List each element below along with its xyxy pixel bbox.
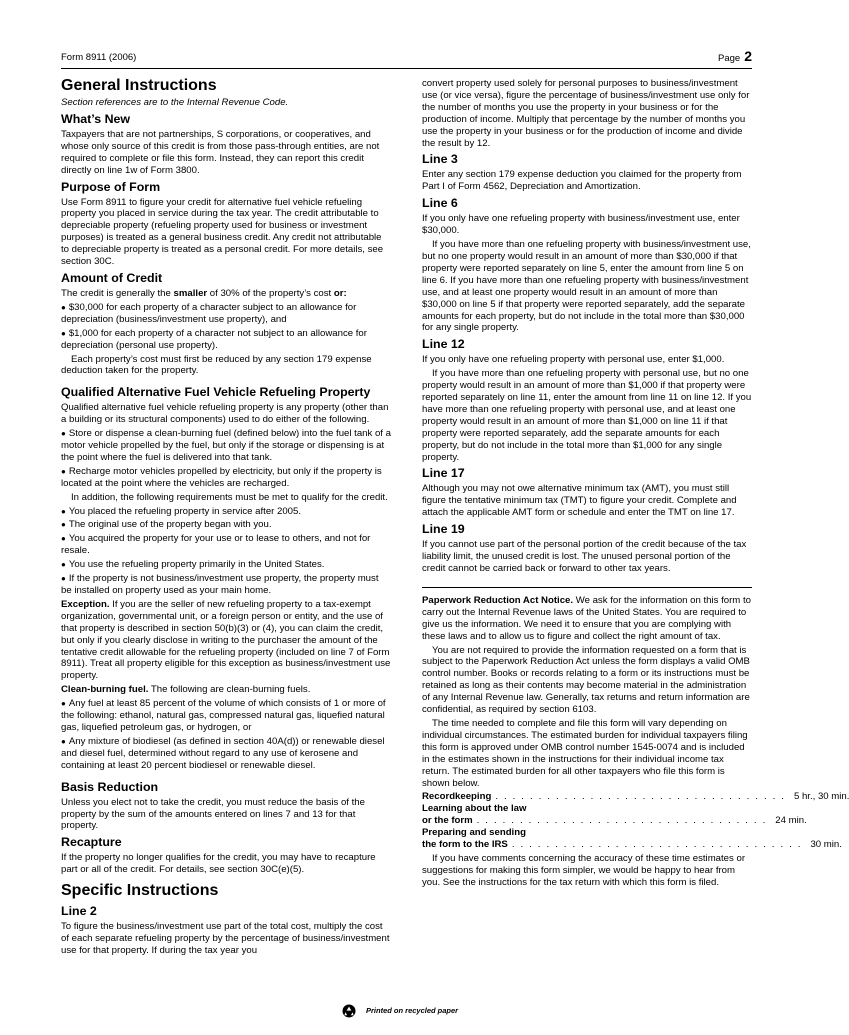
burden-row-learning: Learning about the law or the form .................................. 24 min.: [422, 803, 807, 827]
purpose-heading: Purpose of Form: [61, 179, 161, 194]
list-item: ● You acquired the property for your use or to lease to others, and not for resale.: [61, 533, 391, 557]
qualified-property-heading: Qualified Alternative Fuel Vehicle Refueling Property: [61, 385, 371, 400]
list-item: ● Any fuel at least 85 percent of the volume of which consists of 1 or more of the following: ethanol, natural gas, compressed natural gas, liquefied natural gas, liquefied petroleum gas, or hydrogen, or: [61, 698, 391, 734]
list-item: ● $1,000 for each property of a character not subject to an allowance for depreciation (personal use property).: [61, 328, 391, 352]
line-12-heading: Line 12: [422, 337, 465, 352]
form-id: Form 8911 (2006): [61, 52, 137, 63]
recycled-paper-note: Printed on recycled paper: [365, 1005, 459, 1015]
paperwork-notice-text-2: You are not required to provide the information requested on a form that is subject to the Paperwork Reduction Act unless the form displays a valid OMB control number. Books or records relating to a form or its instructions must be retained as long as their contents may become material in the administration of any Internal Revenue law. Generally, tax returns and return information are confidential, as required by section 6103.: [422, 644, 750, 716]
clean-burning-fuel-text: Clean-burning fuel. The following are clean-burning fuels.: [61, 684, 311, 696]
list-item: ● Recharge motor vehicles propelled by electricity, but only if the property is located at the point where the vehicles are recharged.: [61, 466, 391, 490]
recapture-heading: Recapture: [61, 835, 122, 850]
amount-of-credit-heading: Amount of Credit: [61, 270, 163, 285]
list-item: ● $30,000 for each property of a character subject to an allowance for depreciation (business/investment use property), and: [61, 302, 391, 326]
list-item: ● If the property is not business/investment use property, the property must be installed on property used as your main home.: [61, 573, 391, 597]
line-6-text: If you only have one refueling property with business/investment use, enter $30,000.: [422, 213, 740, 237]
list-item: ● Any mixture of biodiesel (as defined in section 40A(d)) or renewable diesel and diesel fuel, determined without regard to any use of kerosene and containing at least 20 percent biodiesel or renewable diesel.: [61, 736, 391, 772]
line-19-text: If you cannot use part of the personal portion of the credit because of the tax liability limit, the unused credit is lost. The unused personal portion of the credit cannot be carried back or forward to other tax years.: [422, 539, 747, 574]
recycle-icon: [342, 1004, 356, 1018]
line-6-text-2: If you have more than one refueling property with business/investment use, but no one property would result in an amount of more than $30,000 if that property were reported separately on line 5, enter the amount from line 5 on line 6. If you have more than one refueling property with business/investment use, and at least one property would result in an amount of more than $30,000 on line 5 if that property were reported separately, add the separate amounts for each property, but do not include in the total more than $30,000 for any single property.: [422, 239, 751, 334]
cost-reduction-text: Each property’s cost must first be reduced by any section 179 expense deduction taken for the property.: [61, 353, 372, 377]
left-column: [61, 76, 391, 959]
general-instructions-heading: General Instructions: [61, 77, 217, 94]
basis-reduction-text: Unless you elect not to take the credit, you must reduce the basis of the property by the sum of the amounts entered on lines 7 and 13 for that property.: [61, 796, 365, 832]
paperwork-notice-text: Paperwork Reduction Act Notice. We ask for the information on this form to carry out the Internal Revenue laws of the United States. You are required to give us the information. We need it to ensure that you are complying with these laws and to allow us to figure and collect the right amount of tax.: [422, 594, 751, 642]
list-item: ● You placed the refueling property in service after 2005.: [61, 506, 391, 518]
line-19-heading: Line 19: [422, 522, 465, 537]
whats-new-text: Taxpayers that are not partnerships, S corporations, or cooperatives, and whose only source of this credit is from those pass-through entities, are not required to complete or file this form. Instead, they can report this credit directly on line 1w of Form 3800.: [61, 128, 380, 176]
line-12-text-2: If you have more than one refueling property with personal use, but no one property would result in an amount of more than $1,000 if that property were reported separately on line 11, enter the amount from line 11 on line 12. If you have more than one refueling property with personal use, and at least one property would result in an amount of more than $1,000 on line 11 if that property were reported separately, add the separate amounts for each property, but do not include in the total more than $1,000 for any single property.: [422, 368, 752, 463]
list-item: ● You use the refueling property primarily in the United States.: [61, 559, 391, 571]
line-2-text: To figure the business/investment use part of the total cost, multiply the cost of each separate refueling property by the percentage of business/investment use for that property. If during the tax year you: [61, 921, 390, 956]
section-divider: [422, 587, 752, 588]
comments-text: If you have comments concerning the accuracy of these time estimates or suggestions for making this form simpler, we would be happy to hear from you. See the instructions for the tax return with which this form is filed.: [422, 852, 746, 888]
specific-instructions-heading: Specific Instructions: [61, 882, 219, 900]
burden-table: [422, 791, 849, 851]
line-17-text: Although you may not owe alternative minimum tax (AMT), you must still figure the tentative minimum tax (TMT) to figure your credit. Complete and attach the applicable AMT form or schedule and enter the TMT on line 17.: [422, 483, 737, 519]
exception-text: Exception. If you are the seller of new refueling property to a tax-exempt organization, governmental unit, or a foreign person or entity, and the use of that property is described in section 50(b)(3) or (4), you can claim the credit, but only if you clearly disclose in writing to the purchaser the amount of the tentative credit allowable for the refueling property (included on line 7 of Form 8911). Treat all property eligible for this exception as business/investment use property.: [61, 598, 391, 682]
burden-row-preparing: Preparing and sending the form to the IRS .................................. 30 min.: [422, 827, 842, 851]
line-3-text: Enter any section 179 expense deduction you claimed for the property from Part I of Form 4562, Depreciation and Amortization.: [422, 169, 742, 193]
list-item: ● Store or dispense a clean-burning fuel (defined below) into the fuel tank of a motor vehicle propelled by the fuel, but only if the storage or dispensing is at the point where the fuel is delivered into that tank.: [61, 428, 391, 464]
burden-row-recordkeeping: Recordkeeping .................................. 5 hr., 30 min.: [422, 791, 849, 803]
page-header: [61, 46, 752, 69]
purpose-text: Use Form 8911 to figure your credit for alternative fuel vehicle refueling property you placed in service during the tax year. The credit attributable to depreciable property (refueling property used for business or investment purposes) is treated as a general business credit. Any credit not attributable to depreciable property is treated as a personal credit. For more details, see section 30C.: [61, 196, 384, 268]
line-6-heading: Line 6: [422, 196, 458, 211]
requirements-intro: In addition, the following requirements must be met to qualify for the credit.: [71, 491, 388, 503]
line-17-heading: Line 17: [422, 466, 465, 481]
page-number: Page 2: [718, 48, 752, 64]
line-12-text: If you only have one refueling property with personal use, enter $1,000.: [422, 354, 725, 366]
recapture-text: If the property no longer qualifies for the credit, you may have to recapture part or all of the credit. For details, see section 30C(e)(5).: [61, 852, 376, 876]
list-item: ● The original use of the property began with you.: [61, 519, 391, 531]
line-3-heading: Line 3: [422, 152, 458, 167]
amount-of-credit-text: The credit is generally the smaller of 30% of the property’s cost or:: [61, 287, 347, 299]
qualified-property-text: Qualified alternative fuel vehicle refueling property is any property (other than a building or its structural components) used to do either of the following.: [61, 402, 389, 426]
line-2-heading: Line 2: [61, 904, 97, 919]
basis-reduction-heading: Basis Reduction: [61, 779, 159, 794]
line-2-continued-text: convert property used solely for personal purposes to business/investment use (or vice versa), figure the percentage of business/investment use only for the number of months you use the property in your business or for the production of income. Multiply that percentage by the number of months you use the property in your business or for the production of income and divide the result by 12.: [422, 78, 750, 149]
whats-new-heading: What’s New: [61, 111, 131, 126]
right-column: [422, 78, 849, 891]
paperwork-notice-text-3: The time needed to complete and file this form will vary depending on individual circumstances. The estimated burden for individual taxpayers filing this form is approved under OMB control number 1545-0074 and is included in the estimates shown in the instructions for their individual income tax return. The estimated burden for all other taxpayers who file this form is shown below.: [422, 717, 748, 789]
section-references-note: Section references are to the Internal Revenue Code.: [61, 97, 289, 108]
page-footer: [0, 1004, 800, 1018]
